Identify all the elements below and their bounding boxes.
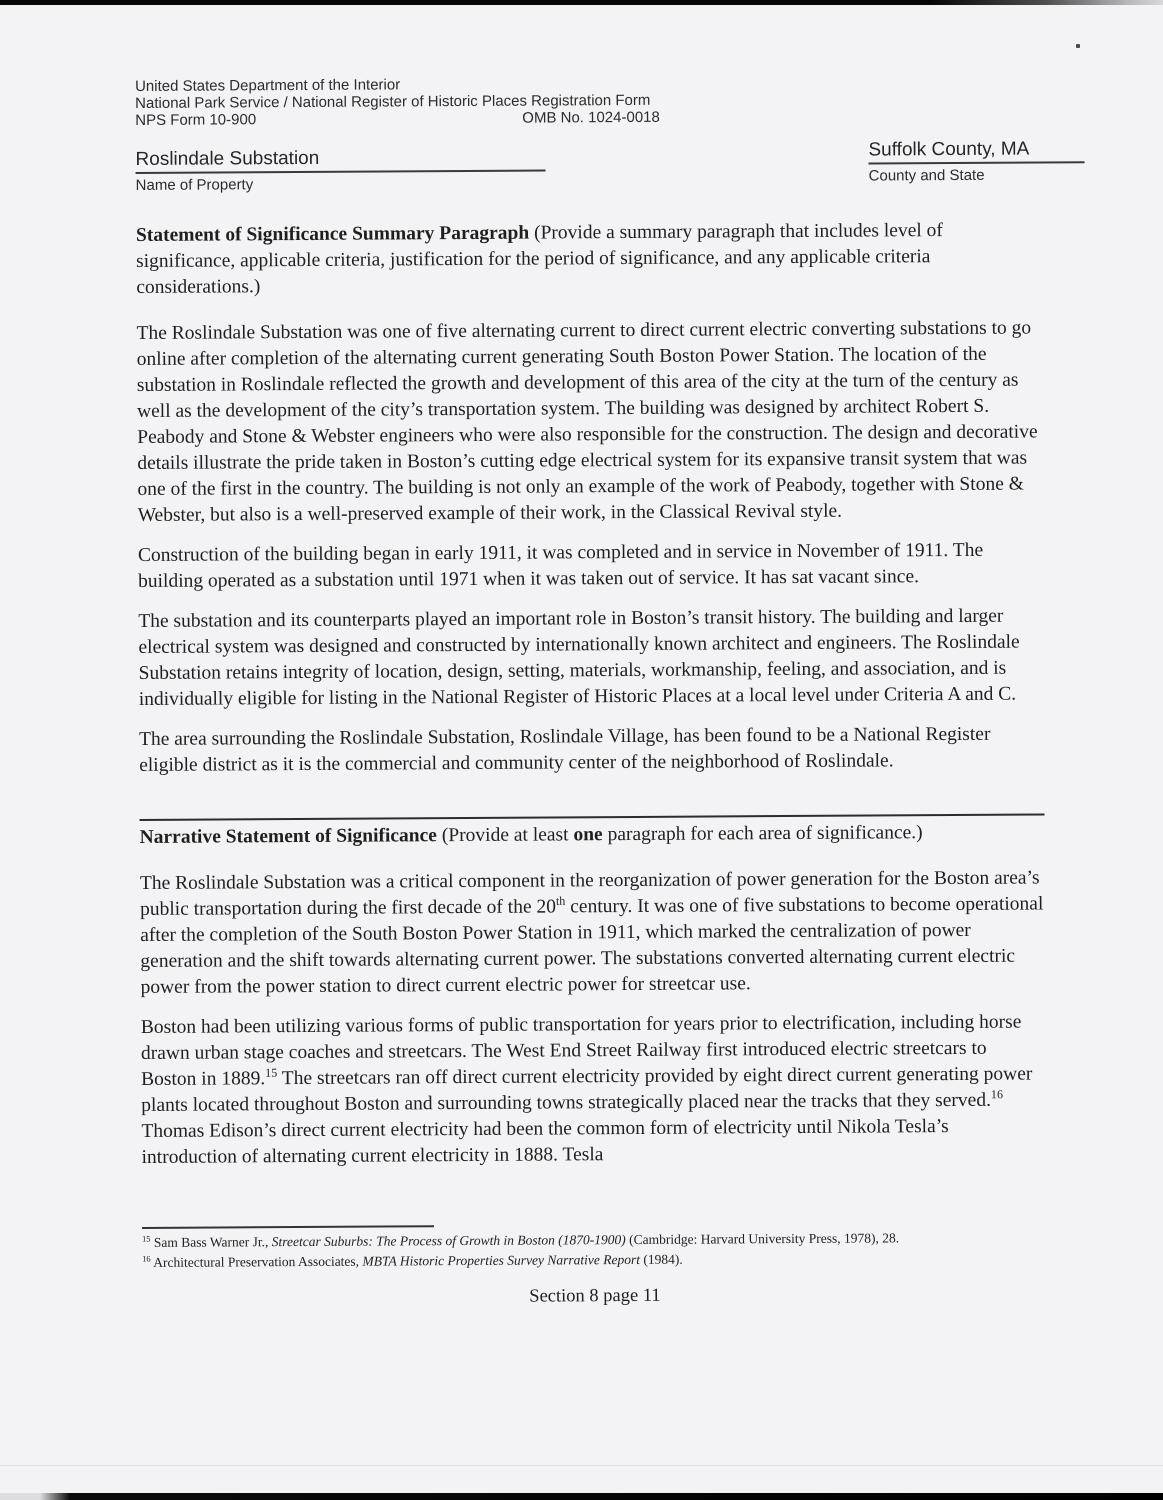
header-agency-line: United States Department of the Interior bbox=[135, 76, 401, 95]
property-identification-row bbox=[135, 138, 1040, 198]
document-content bbox=[135, 72, 1048, 1310]
page-footer: Section 8 page 11 bbox=[529, 1285, 661, 1307]
summary-paragraph-1: The Roslindale Substation was one of five alternating current to direct current electric converting substations to go online after completion of the alternating current generating South Boston Power Station. The location of the substation in Roslindale reflected the growth and development of this area of the city at the turn of the century as well as the development of the city’s transportation system. The building was designed by architect Robert S. Peabody and Stone & Webster engineers who were also responsible for the construction. The design and decorative details illustrate the pride taken in Boston’s cutting edge electrical system for its expansive transit system that was one of the first in the country. The building is not only an example of the work of Peabody, together with Stone & Webster, but also is a well-preserved example of their work, in the Classical Revival style. bbox=[136, 317, 1038, 526]
narrative-paragraph-2: Boston had been utilizing various forms of public transportation for years prior to electrification, including horse drawn urban stage coaches and streetcars. The West End Street Railway first introduced electric streetcars to Boston in 1889.15 The streetcars ran off direct current electricity provided by eight direct current generating power plants located throughout Boston and surrounding towns strategically placed near the tracks that they served.$^{16}$ Thomas Edison’s direct current electricity had been the common form of electricity until Nikola Tesla’s introduction of alternating current electricity in 1888. Tesla bbox=[140, 1011, 1033, 1168]
narrative-paragraph-1: The Roslindale Substation was a critical component in the reorganization of power generation for the Boston area’s public transportation during the first decade of the 20th century. It was one of five substations to become operational after the completion of the South Boston Power Station in 1911, which marked the centralization of power generation and the shift towards alternating current power. The substations converted alternating current electric power from the power station to direct current electric power for streetcar use. bbox=[139, 867, 1044, 998]
scan-artifact-bottom-bar bbox=[0, 1493, 1163, 1500]
summary-paragraph-2: Construction of the building began in early 1911, it was completed and in service in November of 1911. The building operated as a substation until 1971 when it was taken out of service. It has sat vacant since. bbox=[137, 539, 984, 592]
omb-number: OMB No. 1024-0018 bbox=[522, 108, 660, 127]
scan-artifact-paper-edge-line bbox=[0, 1465, 1163, 1466]
county-state-block bbox=[868, 137, 1084, 184]
footnote-separator-line bbox=[142, 1225, 434, 1229]
county-state: Suffolk County, MA bbox=[868, 137, 1084, 164]
property-name-block bbox=[135, 145, 545, 194]
narrative-statement-heading: Narrative Statement of Significance (Provide at least one paragraph for each area of significance.) bbox=[139, 822, 923, 848]
property-name: Roslindale Substation bbox=[135, 145, 545, 174]
footnote-16: $^{16}$ Architectural Preservation Associates, MBTA Historic Properties Survey Narrative Report (1984). bbox=[142, 1251, 683, 1270]
property-name-label: Name of Property bbox=[135, 176, 254, 194]
footnote-15: $^{15}$ Sam Bass Warner Jr., Streetcar Suburbs: The Process of Growth in Boston (1870-1900) (Cambridge: Harvard University Press, 1978), 28. bbox=[142, 1230, 900, 1250]
header-form-title-line: National Park Service / National Register of Historic Places Registration Form bbox=[135, 91, 651, 112]
scan-artifact-top-bar bbox=[0, 0, 1163, 5]
summary-paragraph-3: The substation and its counterparts played an important role in Boston’s transit history. The building and larger electrical system was designed and constructed by internationally known architect and engineers. The Roslindale Substation retains integrity of location, design, setting, materials, workmanship, feeling, and association, and is individually eligible for listing in the National Register of Historic Places at a local level under Criteria A and C. bbox=[138, 605, 1020, 710]
form-number: NPS Form 10-900 bbox=[135, 111, 257, 129]
statement-of-significance-heading: Statement of Significance Summary Paragraph (Provide a summary paragraph that includes level of significance, applicable criteria, justification for the period of significance, and any applicable criteria considerations.) bbox=[135, 220, 943, 298]
scan-artifact-speck bbox=[1076, 44, 1080, 48]
summary-paragraph-4: The area surrounding the Roslindale Substation, Roslindale Village, has been found to be a National Register eligible district as it is the commercial and community center of the neighborhood of Roslindale. bbox=[138, 723, 991, 776]
county-state-label: County and State bbox=[868, 166, 985, 185]
